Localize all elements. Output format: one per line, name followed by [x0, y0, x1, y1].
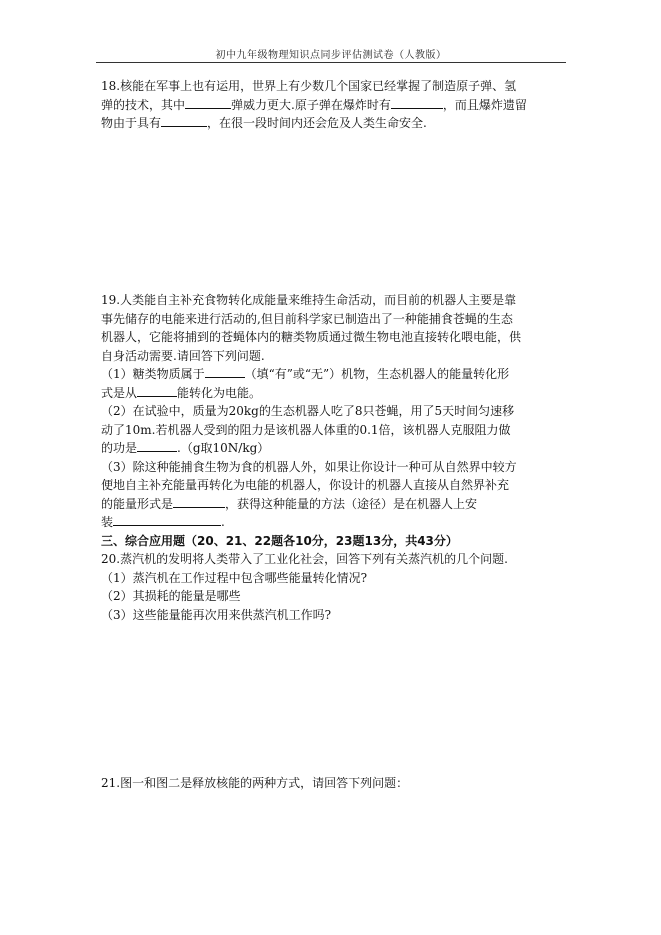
q19-text: ，获得这种能量的方法（途径）是在机器人上安 — [225, 496, 478, 511]
q19-text: （填“有”或“无”）机物，生态机器人的能量转化形 — [244, 367, 510, 381]
q20-line-1: 20.蒸汽机的发明将人类带入了工业化社会，回答下列有关蒸汽机的几个问题. — [101, 552, 508, 566]
q20-sub-1: （1）蒸汽机在工作过程中包含哪些能量转化情况? — [101, 570, 368, 585]
q18-line-1: 18.核能在军事上也有运用，世界上有少数几个国家已经掌握了制造原子弹、氢 — [101, 79, 517, 93]
q19-text: 装 — [101, 515, 114, 529]
answer-blank[interactable] — [173, 495, 225, 508]
page-header: 初中九年级物理知识点同步评估测试卷（人教版） — [215, 50, 447, 61]
q18-text: 弹的技术，其中 — [101, 97, 186, 112]
q19-sub-3c — [101, 495, 563, 514]
q19-sub-2b: 动了10m.若机器人受到的阻力是该机器人体重的0.1倍，该机器人克服阻力做 — [101, 422, 511, 437]
q18-text: ，在很一段时间内还会危及人类生命安全. — [207, 116, 427, 130]
q19-sub-3b: 便地自主补充能量再转化为电能的机器人，你设计的机器人直接从自然界补充 — [101, 478, 510, 492]
answer-blank[interactable] — [391, 96, 443, 109]
answer-blank[interactable] — [205, 365, 245, 378]
question-21 — [101, 774, 563, 793]
q19-text: 能转化为电能。 — [177, 385, 262, 400]
section-3-title: 三、综合应用题（20、21、22题各10分，23题13分，共43分） — [101, 533, 458, 548]
q18-text: 弹威力更大.原子弹在爆炸时有 — [231, 97, 391, 112]
q18-text: ，而且爆炸遗留 — [442, 97, 527, 112]
q20-sub-2: （2）其损耗的能量是哪些 — [101, 589, 241, 603]
q19-line-3: 机器人，它能将捕到的苍蝇体内的糖类物质通过微生物电池直接转化喂电能，供 — [101, 330, 522, 344]
q19-sub-2c — [101, 439, 563, 458]
q19-text: . — [221, 515, 225, 529]
q20-sub-3: （3）这些能量能再次用来供蒸汽机工作吗? — [101, 607, 332, 622]
answer-blank[interactable] — [113, 513, 221, 526]
q19-sub-2: （2）在试验中，质量为20kg的生态机器人吃了8只苍蝇，用了5天时间匀速移 — [101, 404, 515, 418]
q19-sub-3: （3）除这种能捕食生物为食的机器人外，如果让你设计一种可从自然界中较方 — [101, 459, 517, 474]
question-19 — [101, 291, 563, 624]
q19-line-2: 事先储存的电能来进行活动的,但目前科学家已制造出了一种能捕食苍蝇的生态 — [101, 311, 513, 326]
question-18 — [101, 77, 563, 133]
q19-line-1: 19.人类能自主补充食物转化成能量来维持生命活动，而目前的机器人主要是靠 — [101, 293, 517, 307]
q19-sub-1 — [101, 365, 563, 384]
q19-line-4: 自身活动需要.请回答下列问题. — [101, 348, 265, 363]
q19-text: .（g取10N/kg） — [177, 441, 270, 455]
q21-line-1: 21.图一和图二是释放核能的两种方式，请回答下列问题： — [101, 776, 409, 790]
q19-sub-3d — [101, 513, 563, 532]
q18-line-2 — [101, 96, 563, 115]
q18-line-3 — [101, 114, 563, 133]
q19-text: 式是从 — [101, 385, 138, 400]
q18-text: 物由于具有 — [101, 116, 162, 130]
q19-text: （1）糖类物质属于 — [101, 367, 205, 381]
answer-blank[interactable] — [185, 96, 231, 109]
answer-blank[interactable] — [161, 114, 207, 127]
q19-text: 的能量形式是 — [101, 496, 174, 511]
q19-text: 的功是 — [101, 441, 138, 455]
answer-blank[interactable] — [137, 384, 177, 397]
answer-blank[interactable] — [137, 439, 177, 452]
q19-sub-1b — [101, 384, 563, 403]
header-divider — [96, 62, 566, 63]
